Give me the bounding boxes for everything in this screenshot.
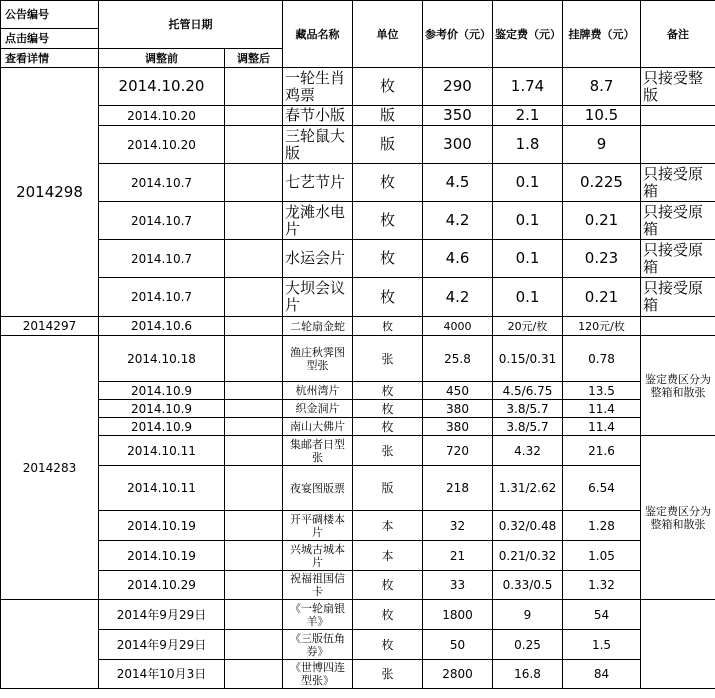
ref-price: 4000: [423, 317, 493, 336]
custody-date: 2014.10.11: [99, 466, 225, 511]
adjusted-date: [225, 400, 283, 418]
announcement-id: 2014283: [1, 336, 99, 600]
item-unit: 本: [353, 511, 423, 541]
item-name: 三轮鼠大版: [283, 126, 353, 164]
item-unit: 版: [353, 106, 423, 126]
table-row: [1, 660, 715, 689]
ref-price: 25.8: [423, 336, 493, 382]
appraisal-fee: 1.31/2.62: [493, 466, 563, 511]
ref-price: 218: [423, 466, 493, 511]
header-view-detail: 查看详情: [1, 49, 99, 68]
appraisal-fee: 0.1: [493, 278, 563, 317]
item-unit: 版: [353, 126, 423, 164]
custody-date: 2014.10.9: [99, 382, 225, 400]
adjusted-date: [225, 571, 283, 600]
ref-price: 2800: [423, 660, 493, 689]
item-unit: 枚: [353, 600, 423, 630]
adjusted-date: [225, 68, 283, 106]
listing-fee: 11.4: [563, 400, 641, 418]
ref-price: 4.6: [423, 240, 493, 278]
listing-fee: 0.23: [563, 240, 641, 278]
ref-price: 450: [423, 382, 493, 400]
adjusted-date: [225, 382, 283, 400]
item-unit: 枚: [353, 278, 423, 317]
table-row: [1, 317, 715, 336]
listing-fee: 10.5: [563, 106, 641, 126]
appraisal-fee: 1.74: [493, 68, 563, 106]
item-unit: 枚: [353, 382, 423, 400]
ref-price: 300: [423, 126, 493, 164]
header-unit: 单位: [353, 1, 423, 68]
appraisal-fee: 0.25: [493, 630, 563, 660]
ref-price: 1800: [423, 600, 493, 630]
item-unit: 版: [353, 466, 423, 511]
custody-date: 2014.10.20: [99, 126, 225, 164]
appraisal-fee: 9: [493, 600, 563, 630]
header-custody-date: 托管日期: [99, 1, 283, 49]
listing-fee: 1.28: [563, 511, 641, 541]
custody-date: 2014.10.9: [99, 418, 225, 436]
appraisal-fee: 4.5/6.75: [493, 382, 563, 400]
ref-price: 720: [423, 436, 493, 466]
adjusted-date: [225, 106, 283, 126]
appraisal-fee: 2.1: [493, 106, 563, 126]
item-name: 织金洞片: [283, 400, 353, 418]
item-unit: 张: [353, 336, 423, 382]
ref-price: 380: [423, 400, 493, 418]
custody-date: 2014.10.6: [99, 317, 225, 336]
item-unit: 枚: [353, 164, 423, 202]
header-ref-price: 参考价（元）: [423, 1, 493, 68]
custody-date: 2014.10.29: [99, 571, 225, 600]
appraisal-fee: 3.8/5.7: [493, 418, 563, 436]
item-name: 水运会片: [283, 240, 353, 278]
remark-note-case-or-single: 鉴定费区分为整箱和散张: [641, 436, 715, 600]
table-row: [1, 106, 715, 126]
custody-date: 2014.10.7: [99, 278, 225, 317]
adjusted-date: [225, 418, 283, 436]
listing-fee: 11.4: [563, 418, 641, 436]
item-unit: 枚: [353, 317, 423, 336]
custody-date: 2014年9月29日: [99, 600, 225, 630]
item-name: 《三版伍角券》: [283, 630, 353, 660]
adjusted-date: [225, 541, 283, 571]
ref-price: 4.2: [423, 278, 493, 317]
ref-price: 4.2: [423, 202, 493, 240]
announcement-id: [1, 600, 99, 689]
table-row: [1, 466, 715, 511]
item-name: 集邮者日型张: [283, 436, 353, 466]
adjusted-date: [225, 317, 283, 336]
custody-date: 2014.10.9: [99, 400, 225, 418]
adjusted-date: [225, 466, 283, 511]
item-name: 兴城古城本片: [283, 541, 353, 571]
table-row: [1, 240, 715, 278]
item-name: 祝福祖国信卡: [283, 571, 353, 600]
item-name: 《一轮扇银羊》: [283, 600, 353, 630]
remark: 只接受原箱: [641, 278, 715, 317]
remark: [641, 106, 715, 126]
appraisal-fee: 4.32: [493, 436, 563, 466]
table-row: [1, 202, 715, 240]
listing-fee: 0.78: [563, 336, 641, 382]
header-announce-no: 公告编号: [1, 1, 99, 29]
item-name: 渔庄秋霁图型张: [283, 336, 353, 382]
appraisal-fee: 0.1: [493, 202, 563, 240]
item-unit: 枚: [353, 571, 423, 600]
adjusted-date: [225, 240, 283, 278]
table-row: [1, 336, 715, 382]
table-row: [1, 630, 715, 660]
custody-date: 2014.10.19: [99, 511, 225, 541]
ref-price: 32: [423, 511, 493, 541]
header-listing-fee: 挂牌费（元）: [563, 1, 641, 68]
appraisal-fee: 0.33/0.5: [493, 571, 563, 600]
header-click-no: 点击编号: [1, 29, 99, 49]
custody-date: 2014年10月3日: [99, 660, 225, 689]
announcement-id: 2014298: [1, 68, 99, 317]
item-unit: 枚: [353, 418, 423, 436]
header-item-name: 藏品名称: [283, 1, 353, 68]
listing-fee: 84: [563, 660, 641, 689]
table-row: [1, 511, 715, 541]
appraisal-fee: 1.8: [493, 126, 563, 164]
remark: [641, 317, 715, 336]
listing-fee: 13.5: [563, 382, 641, 400]
remark: 只接受原箱: [641, 202, 715, 240]
listing-fee: 6.54: [563, 466, 641, 511]
item-name: 七艺节片: [283, 164, 353, 202]
header-remarks: 备注: [641, 1, 715, 68]
remark: [641, 126, 715, 164]
item-unit: 枚: [353, 630, 423, 660]
adjusted-date: [225, 126, 283, 164]
adjusted-date: [225, 202, 283, 240]
ref-price: 380: [423, 418, 493, 436]
item-name: 夜宴图版票: [283, 466, 353, 511]
adjusted-date: [225, 336, 283, 382]
item-name: 春节小版: [283, 106, 353, 126]
adjusted-date: [225, 600, 283, 630]
announcement-id: 2014297: [1, 317, 99, 336]
adjusted-date: [225, 278, 283, 317]
header-after-adjust: 调整后: [225, 49, 283, 68]
header-appraisal-fee: 鉴定费（元）: [493, 1, 563, 68]
listing-fee: 54: [563, 600, 641, 630]
item-name: 龙滩水电片: [283, 202, 353, 240]
custody-date: 2014.10.20: [99, 68, 225, 106]
item-name: 开平碉楼本片: [283, 511, 353, 541]
listing-fee: 120元/枚: [563, 317, 641, 336]
appraisal-fee: 0.1: [493, 240, 563, 278]
listing-fee: 9: [563, 126, 641, 164]
listing-fee: 8.7: [563, 68, 641, 106]
custody-date: 2014.10.7: [99, 164, 225, 202]
table-row: [1, 418, 715, 436]
appraisal-fee: 20元/枚: [493, 317, 563, 336]
adjusted-date: [225, 164, 283, 202]
remark: 只接受原箱: [641, 240, 715, 278]
table-row: [1, 278, 715, 317]
table-row: [1, 382, 715, 400]
remark: [641, 600, 715, 689]
ref-price: 290: [423, 68, 493, 106]
appraisal-fee: 16.8: [493, 660, 563, 689]
item-unit: 张: [353, 660, 423, 689]
table-row: [1, 400, 715, 418]
item-name: 二轮扇金蛇: [283, 317, 353, 336]
ref-price: 21: [423, 541, 493, 571]
item-unit: 枚: [353, 202, 423, 240]
adjusted-date: [225, 511, 283, 541]
adjusted-date: [225, 436, 283, 466]
item-name: 一轮生肖鸡票: [283, 68, 353, 106]
adjusted-date: [225, 630, 283, 660]
custody-date: 2014年9月29日: [99, 630, 225, 660]
table-row: [1, 68, 715, 106]
listing-fee: 1.05: [563, 541, 641, 571]
item-name: 《世博四连型张》: [283, 660, 353, 689]
ref-price: 33: [423, 571, 493, 600]
listing-fee: 0.225: [563, 164, 641, 202]
item-name: 南山大佛片: [283, 418, 353, 436]
appraisal-fee: 3.8/5.7: [493, 400, 563, 418]
custody-date: 2014.10.7: [99, 202, 225, 240]
item-unit: 枚: [353, 400, 423, 418]
table-row: [1, 600, 715, 630]
adjusted-date: [225, 660, 283, 689]
custody-date: 2014.10.20: [99, 106, 225, 126]
item-unit: 枚: [353, 68, 423, 106]
listing-fee: 0.21: [563, 278, 641, 317]
table-row: [1, 436, 715, 466]
header-before-adjust: 调整前: [99, 49, 225, 68]
appraisal-fee: 0.15/0.31: [493, 336, 563, 382]
listing-fee: 1.5: [563, 630, 641, 660]
item-unit: 枚: [353, 240, 423, 278]
item-unit: 本: [353, 541, 423, 571]
table-row: [1, 571, 715, 600]
item-name: 杭州湾片: [283, 382, 353, 400]
item-unit: 张: [353, 436, 423, 466]
ref-price: 350: [423, 106, 493, 126]
listing-fee: 1.32: [563, 571, 641, 600]
table-row: [1, 164, 715, 202]
appraisal-fee: 0.1: [493, 164, 563, 202]
custody-date: 2014.10.18: [99, 336, 225, 382]
remark-note-case-or-single: 鉴定费区分为整箱和散张: [641, 336, 715, 436]
appraisal-fee: 0.32/0.48: [493, 511, 563, 541]
listing-fee: 21.6: [563, 436, 641, 466]
item-name: 大坝会议片: [283, 278, 353, 317]
table-row: [1, 541, 715, 571]
custody-date: 2014.10.19: [99, 541, 225, 571]
ref-price: 50: [423, 630, 493, 660]
remark: 只接受原箱: [641, 164, 715, 202]
appraisal-fee: 0.21/0.32: [493, 541, 563, 571]
remark: 只接受整版: [641, 68, 715, 106]
custody-date: 2014.10.11: [99, 436, 225, 466]
listing-fee: 0.21: [563, 202, 641, 240]
table-row: [1, 126, 715, 164]
ref-price: 4.5: [423, 164, 493, 202]
custody-date: 2014.10.7: [99, 240, 225, 278]
